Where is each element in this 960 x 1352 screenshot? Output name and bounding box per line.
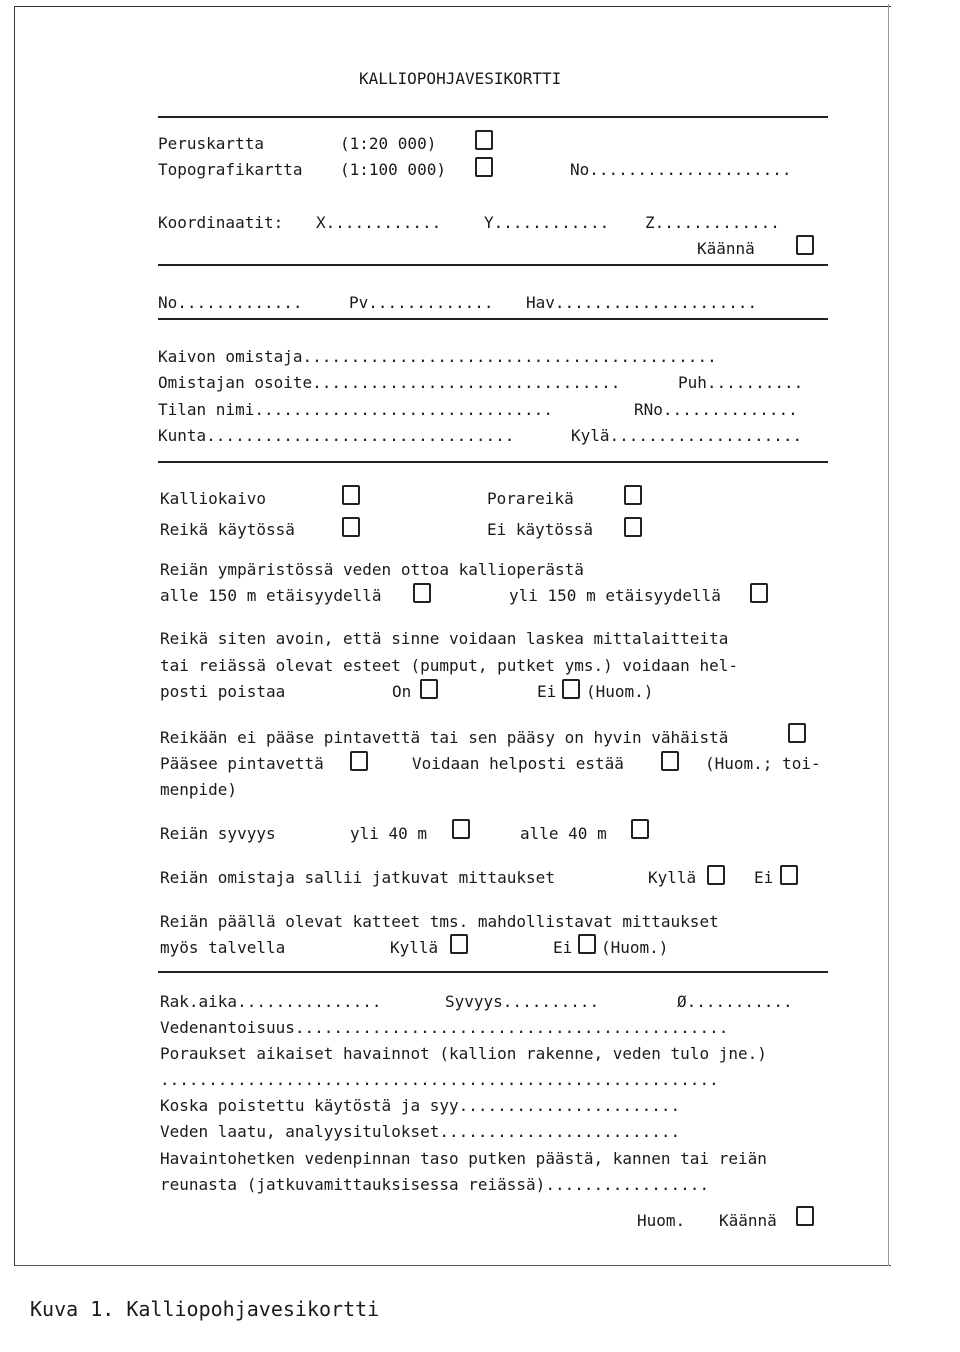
divider	[158, 318, 828, 320]
label-poraukset: Poraukset aikaiset havainnot (kallion rakenne, veden tulo jne.)	[160, 1044, 767, 1063]
field-pv[interactable]: Pv.............	[349, 293, 494, 312]
label-porareika: Porareikä	[487, 489, 574, 508]
checkbox-kylla[interactable]	[707, 865, 725, 885]
label-kaanna-top: Käännä	[697, 239, 755, 258]
text-pintavesi-line1: Reikään ei pääse pintavettä tai sen pääsy on hyvin vähäistä	[160, 728, 729, 747]
label-ei-kaytossa: Ei käytössä	[487, 520, 593, 539]
label-voidaan-estaa: Voidaan helposti estää	[412, 754, 624, 773]
label-menpide: menpide)	[160, 780, 238, 799]
label-huom-bottom: Huom.	[637, 1211, 686, 1230]
label-huom-toimenpide: (Huom.; toi-	[705, 754, 821, 773]
label-ei: Ei	[537, 682, 557, 701]
checkbox-on[interactable]	[420, 679, 438, 699]
text-avoin-line3: posti poistaa	[160, 682, 286, 701]
figure-caption: Kuva 1. Kalliopohjavesikortti	[30, 1297, 380, 1321]
label-kylla2: Kyllä	[390, 938, 439, 957]
field-x[interactable]: X............	[316, 213, 442, 232]
label-topografikartta: Topografikartta	[158, 160, 303, 179]
field-havaintohetken[interactable]: reunasta (jatkuvamittauksisessa reiässä).................	[160, 1175, 710, 1194]
checkbox-ei-kaytossa[interactable]	[624, 517, 642, 537]
card-frame-right-edge	[888, 4, 889, 1266]
field-kunta[interactable]: Kunta................................	[158, 426, 515, 445]
card-title: KALLIOPOHJAVESIKORTTI	[359, 69, 562, 88]
checkbox-kylla2[interactable]	[450, 934, 468, 954]
field-poistettu[interactable]: Koska poistettu käytöstä ja syy.......................	[160, 1096, 681, 1115]
text-sallii: Reiän omistaja sallii jatkuvat mittaukset	[160, 868, 555, 887]
label-huom: (Huom.)	[586, 682, 654, 701]
checkbox-kaanna-top[interactable]	[796, 235, 814, 255]
checkbox-voidaan-estaa[interactable]	[661, 751, 679, 771]
label-reika-kaytossa: Reikä käytössä	[160, 520, 295, 539]
label-alle40: alle 40 m	[520, 824, 607, 843]
label-kalliokaivo: Kalliokaivo	[160, 489, 266, 508]
checkbox-reika-kaytossa[interactable]	[342, 517, 360, 537]
field-syvyys[interactable]: Syvyys..........	[445, 992, 600, 1011]
checkbox-peruskartta[interactable]	[475, 130, 493, 150]
checkbox-ei3[interactable]	[578, 934, 596, 954]
field-z[interactable]: Z.............	[645, 213, 780, 232]
field-tilan-nimi[interactable]: Tilan nimi...............................	[158, 400, 553, 419]
checkbox-topografikartta[interactable]	[475, 157, 493, 177]
label-ei3: Ei	[553, 938, 573, 957]
label-syvyys: Reiän syvyys	[160, 824, 276, 843]
checkbox-kaanna-bottom[interactable]	[796, 1206, 814, 1226]
checkbox-yli150[interactable]	[750, 583, 768, 603]
divider	[158, 971, 828, 973]
field-puh[interactable]: Puh..........	[678, 373, 804, 392]
checkbox-ei[interactable]	[562, 679, 580, 699]
label-ei2: Ei	[754, 868, 774, 887]
field-omistajan-osoite[interactable]: Omistajan osoite................................	[158, 373, 621, 392]
label-talvella: myös talvella	[160, 938, 286, 957]
checkbox-ei2[interactable]	[780, 865, 798, 885]
divider	[158, 461, 828, 463]
checkbox-porareika[interactable]	[624, 485, 642, 505]
field-map-no[interactable]: No.....................	[570, 160, 792, 179]
label-yli40: yli 40 m	[350, 824, 428, 843]
checkbox-alle150[interactable]	[413, 583, 431, 603]
field-rno[interactable]: RNo..............	[634, 400, 798, 419]
field-laatu[interactable]: Veden laatu, analyysitulokset.........................	[160, 1122, 681, 1141]
field-hav[interactable]: Hav.....................	[526, 293, 758, 312]
checkbox-kalliokaivo[interactable]	[342, 485, 360, 505]
label-peruskartta-scale: (1:20 000)	[340, 134, 437, 153]
divider	[158, 116, 828, 118]
field-vedenantoisuus[interactable]: Vedenantoisuus.............................................	[160, 1018, 729, 1037]
label-kaanna-bottom: Käännä	[719, 1211, 777, 1230]
label-peruskartta: Peruskartta	[158, 134, 264, 153]
field-diameter[interactable]: Ø...........	[677, 992, 793, 1011]
label-topografikartta-scale: (1:100 000)	[340, 160, 446, 179]
text-havaintohetken-line1: Havaintohetken vedenpinnan taso putken päästä, kannen tai reiän	[160, 1149, 767, 1168]
label-kylla: Kyllä	[648, 868, 697, 887]
divider	[158, 264, 828, 266]
text-katteet-line1: Reiän päällä olevat katteet tms. mahdollistavat mittaukset	[160, 912, 719, 931]
label-paasee: Pääsee pintavettä	[160, 754, 324, 773]
checkbox-vahaista[interactable]	[788, 723, 806, 743]
field-poraukset-notes[interactable]: ..........................................................	[160, 1070, 719, 1089]
field-kaivon-omistaja[interactable]: Kaivon omistaja...........................................	[158, 347, 717, 366]
label-koordinaatit: Koordinaatit:	[158, 213, 284, 232]
field-no[interactable]: No.............	[158, 293, 303, 312]
label-yli150: yli 150 m etäisyydellä	[509, 586, 721, 605]
checkbox-yli40[interactable]	[452, 819, 470, 839]
checkbox-alle40[interactable]	[631, 819, 649, 839]
text-ympariston-line: Reiän ympäristössä veden ottoa kallioperästä	[160, 560, 584, 579]
text-avoin-line1: Reikä siten avoin, että sinne voidaan laskea mittalaitteita	[160, 629, 729, 648]
label-huom2: (Huom.)	[601, 938, 669, 957]
field-y[interactable]: Y............	[484, 213, 610, 232]
text-avoin-line2: tai reiässä olevat esteet (pumput, putket yms.) voidaan hel-	[160, 656, 738, 675]
checkbox-paasee[interactable]	[350, 751, 368, 771]
label-alle150: alle 150 m etäisyydellä	[160, 586, 382, 605]
label-on: On	[392, 682, 412, 701]
field-rakaika[interactable]: Rak.aika...............	[160, 992, 382, 1011]
field-kyla[interactable]: Kylä....................	[571, 426, 803, 445]
